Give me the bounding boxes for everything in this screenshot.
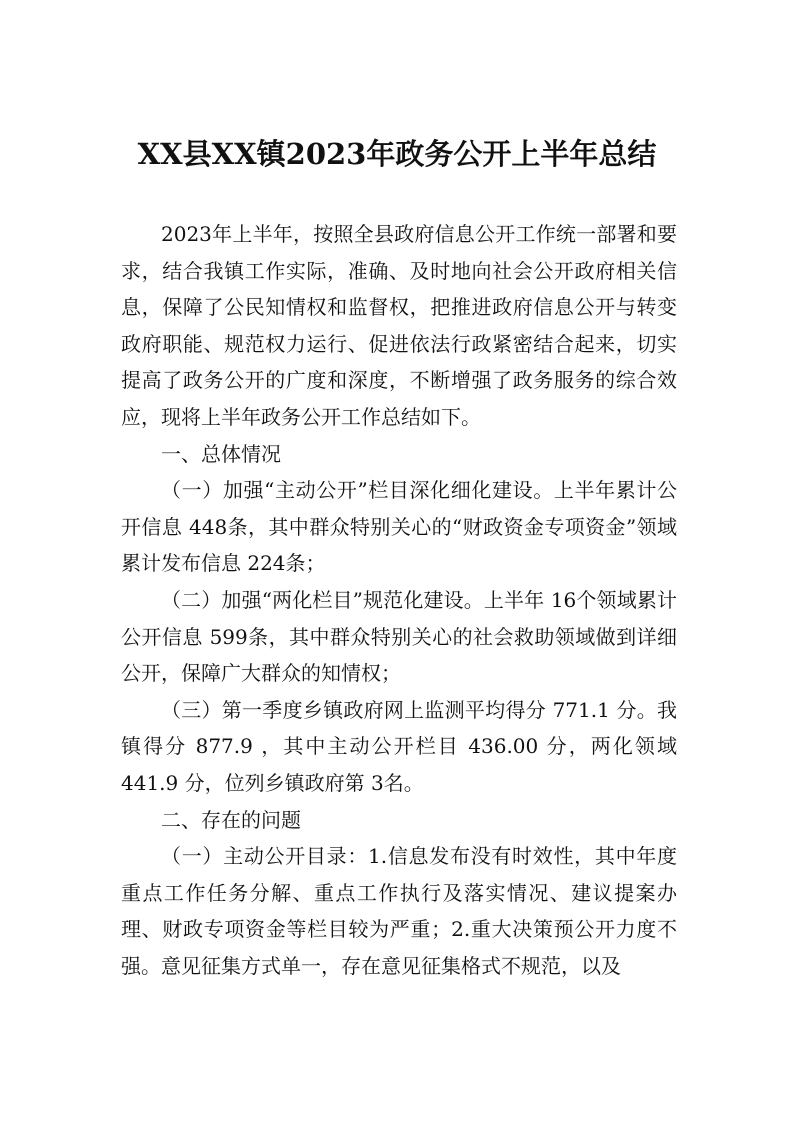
overview-item-3: （三）第一季度乡镇政府网上监测平均得分 771.1 分。我镇得分 877.9 ，其中主动公开栏目 436.00 分，两化领域 441.9 分，位列乡镇政府第 3名。: [121, 697, 677, 795]
problems-item-1: （一）主动公开目录：1.信息发布没有时效性，其中年度重点工作任务分解、重点工作执行及落实情况、建议提案办理、财政专项资金等栏目较为严重；2.重大决策预公开力度不强。意见征集方式单一，存在意见征集格式不规范，以及: [121, 844, 677, 978]
overview-item-1: （一）加强“主动公开”栏目深化细化建设。上半年累计公开信息 448条，其中群众特别关心的“财政资金专项资金”领域累计发布信息 224条；: [121, 478, 677, 576]
section-heading-problems: 二、存在的问题: [161, 807, 301, 832]
intro-paragraph: 2023年上半年，按照全县政府信息公开工作统一部署和要求，结合我镇工作实际，准确、及时地向社会公开政府相关信息，保障了公民知情权和监督权，把推进政府信息公开与转变政府职能、规范权力运行、促进依法行政紧密结合起来，切实提高了政务公开的广度和深度，不断增强了政务服务的综合效应，现将上半年政务公开工作总结如下。: [121, 222, 677, 429]
section-heading-overview: 一、总体情况: [161, 441, 281, 466]
document-title: XX县XX镇2023年政务公开上半年总结: [137, 137, 657, 171]
document-body: [121, 216, 677, 984]
overview-item-2: （二）加强“两化栏目”规范化建设。上半年 16个领域累计公开信息 599条，其中群众特别关心的社会救助领域做到详细公开，保障广大群众的知情权；: [121, 587, 677, 686]
